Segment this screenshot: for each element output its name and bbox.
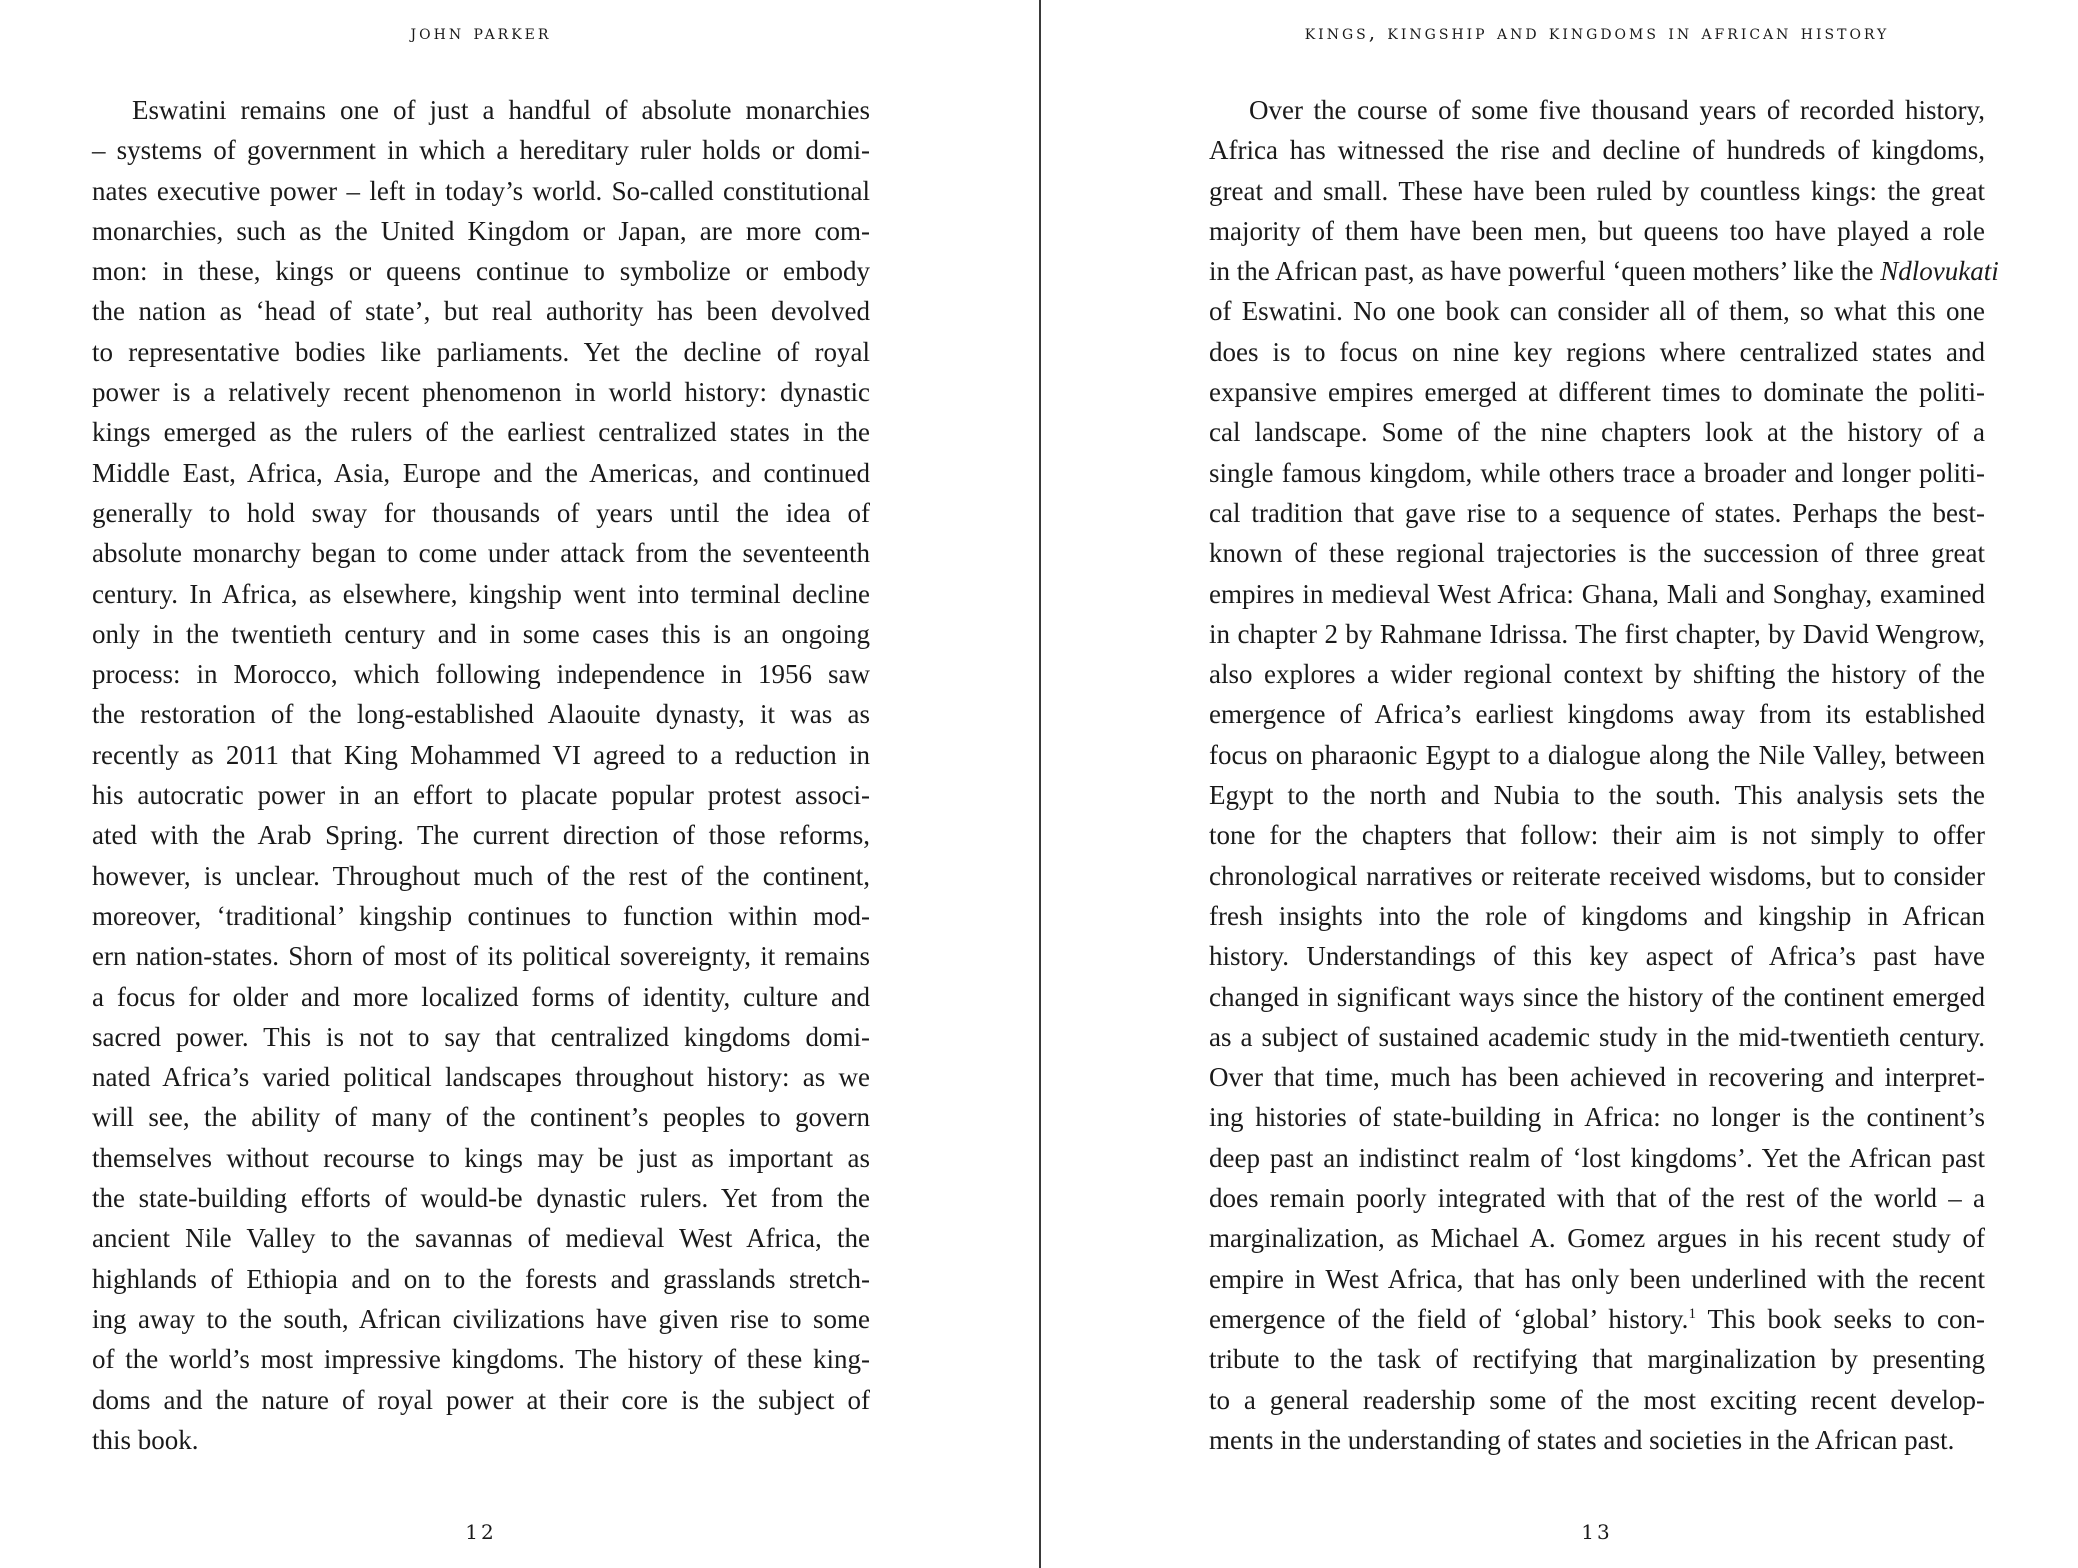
page-number-left: 12 — [465, 1520, 497, 1544]
text-line: a focus for older and more localized forms of identity, culture and — [92, 981, 870, 1012]
body-text-right — [1209, 90, 1999, 1460]
italic-term: Ndlovukati — [1880, 256, 1999, 287]
text-line: mon: in these, kings or queens continue to symbolize or embody — [92, 256, 870, 287]
body-text-left — [92, 90, 870, 1460]
text-line: Middle East, Africa, Asia, Europe and the Americas, and continued — [92, 457, 870, 488]
text-line: the nation as ‘head of state’, but real authority has been devolved — [92, 296, 870, 327]
text-line-start: in the African past, as have powerful ‘queen mothers’ like the — [1209, 256, 1881, 287]
text-line: will see, the ability of many of the continent’s peoples to govern — [92, 1102, 870, 1133]
text-line: sacred power. This is not to say that centralized kingdoms domi- — [92, 1021, 870, 1052]
text-line: ancient Nile Valley to the savannas of medieval West Africa, the — [92, 1223, 870, 1254]
text-line: history. Understandings of this key aspect of Africa’s past have — [1209, 941, 1985, 972]
text-line-with-italic — [1209, 251, 1999, 291]
text-line: ing histories of state-building in Africa: no longer is the continent’s — [1209, 1102, 1985, 1133]
text-line: ments in the understanding of states and societies in the African past. — [1209, 1424, 1955, 1455]
text-line: tribute to the task of rectifying that marginalization by presenting — [1209, 1344, 1985, 1375]
text-line: as a subject of sustained academic study in the mid-twentieth century. — [1209, 1021, 1985, 1052]
text-line: Over that time, much has been achieved in recovering and interpret- — [1209, 1062, 1985, 1093]
text-line: Egypt to the north and Nubia to the south. This analysis sets the — [1209, 780, 1985, 811]
running-head-right: kings, kingship and kingdoms in african history — [1304, 20, 1890, 44]
text-line: cal tradition that gave rise to a sequence of states. Perhaps the best- — [1209, 497, 1985, 528]
text-line: century. In Africa, as elsewhere, kingship went into terminal decline — [92, 578, 870, 609]
text-line: changed in significant ways since the history of the continent emerged — [1209, 981, 1985, 1012]
text-line-with-footnote — [1209, 1299, 1985, 1339]
text-line: tone for the chapters that follow: their aim is not simply to offer — [1209, 820, 1985, 851]
text-line: also explores a wider regional context by shifting the history of the — [1209, 659, 1985, 690]
text-line: nates executive power – left in today’s world. So-called constitutional — [92, 175, 870, 206]
text-line: does remain poorly integrated with that of the rest of the world – a — [1209, 1183, 1985, 1214]
text-line: single famous kingdom, while others trace a broader and longer politi- — [1209, 457, 1985, 488]
text-line: empires in medieval West Africa: Ghana, Mali and Songhay, examined — [1209, 578, 1985, 609]
text-line: great and small. These have been ruled by countless kings: the great — [1209, 175, 1985, 206]
text-line: however, is unclear. Throughout much of the rest of the continent, — [92, 860, 870, 891]
text-line: absolute monarchy began to come under attack from the seventeenth — [92, 538, 870, 569]
text-line: generally to hold sway for thousands of years until the idea of — [92, 497, 870, 528]
text-line: monarchies, such as the United Kingdom or Japan, are more com- — [92, 215, 870, 246]
text-line: does is to focus on nine key regions where centralized states and — [1209, 336, 1985, 367]
text-line: highlands of Ethiopia and on to the forests and grasslands stretch- — [92, 1263, 870, 1294]
text-line: this book. — [92, 1424, 199, 1455]
text-line: recently as 2011 that King Mohammed VI agreed to a reduction in — [92, 739, 870, 770]
text-line: to a general readership some of the most exciting recent develop- — [1209, 1384, 1985, 1415]
text-line-tail: This book seeks to con- — [1695, 1303, 1985, 1334]
text-line: expansive empires emerged at different times to dominate the politi- — [1209, 377, 1985, 408]
text-line: majority of them have been men, but queens too have played a role — [1209, 215, 1985, 246]
text-line: in chapter 2 by Rahmane Idrissa. The first chapter, by David Wengrow, — [1209, 618, 1985, 649]
text-line: nated Africa’s varied political landscapes throughout history: as we — [92, 1062, 870, 1093]
right-page — [1041, 0, 2078, 1568]
text-line: only in the twentieth century and in some cases this is an ongoing — [92, 618, 870, 649]
text-line: deep past an indistinct realm of ‘lost kingdoms’. Yet the African past — [1209, 1142, 1985, 1173]
text-line: ing away to the south, African civilizations have given rise to some — [92, 1303, 870, 1334]
text-line: themselves without recourse to kings may be just as important as — [92, 1142, 870, 1173]
text-line: chronological narratives or reiterate received wisdoms, but to consider — [1209, 860, 1985, 891]
text-line: marginalization, as Michael A. Gomez argues in his recent study of — [1209, 1223, 1985, 1254]
running-head-left: john parker — [410, 20, 552, 44]
text-line: the restoration of the long-established Alaouite dynasty, it was as — [92, 699, 870, 730]
text-line: process: in Morocco, which following independence in 1956 saw — [92, 659, 870, 690]
text-line: Africa has witnessed the rise and decline of hundreds of kingdoms, — [1209, 135, 1985, 166]
text-line: the state-building efforts of would-be dynastic rulers. Yet from the — [92, 1183, 870, 1214]
text-line: doms and the nature of royal power at their core is the subject of — [92, 1384, 870, 1415]
text-line: focus on pharaonic Egypt to a dialogue along the Nile Valley, between — [1209, 739, 1985, 770]
text-line: ern nation-states. Shorn of most of its political sovereignty, it remains — [92, 941, 870, 972]
text-line-start: emergence of the field of ‘global’ history. — [1209, 1303, 1689, 1334]
footnote-marker[interactable]: 1 — [1688, 1305, 1696, 1322]
page-number-right: 13 — [1581, 1520, 1613, 1544]
text-line: known of these regional trajectories is the succession of three great — [1209, 538, 1985, 569]
text-line: of Eswatini. No one book can consider all of them, so what this one — [1209, 296, 1985, 327]
text-line: ated with the Arab Spring. The current direction of those reforms, — [92, 820, 870, 851]
text-line: fresh insights into the role of kingdoms and kingship in African — [1209, 900, 1985, 931]
text-line: Over the course of some five thousand years of recorded history, — [1249, 95, 1985, 125]
text-line: power is a relatively recent phenomenon in world history: dynastic — [92, 377, 870, 408]
text-line: – systems of government in which a hereditary ruler holds or domi- — [92, 135, 870, 166]
text-line: kings emerged as the rulers of the earliest centralized states in the — [92, 417, 870, 448]
text-line: moreover, ‘traditional’ kingship continues to function within mod- — [92, 900, 870, 931]
text-line: cal landscape. Some of the nine chapters look at the history of a — [1209, 417, 1985, 448]
text-line: of the world’s most impressive kingdoms. The history of these king- — [92, 1344, 870, 1375]
text-line: to representative bodies like parliaments. Yet the decline of royal — [92, 336, 870, 367]
text-line: emergence of Africa’s earliest kingdoms away from its established — [1209, 699, 1985, 730]
text-line: empire in West Africa, that has only been underlined with the recent — [1209, 1263, 1985, 1294]
text-line: Eswatini remains one of just a handful of absolute monarchies — [132, 95, 870, 125]
text-line: his autocratic power in an effort to placate popular protest associ- — [92, 780, 870, 811]
